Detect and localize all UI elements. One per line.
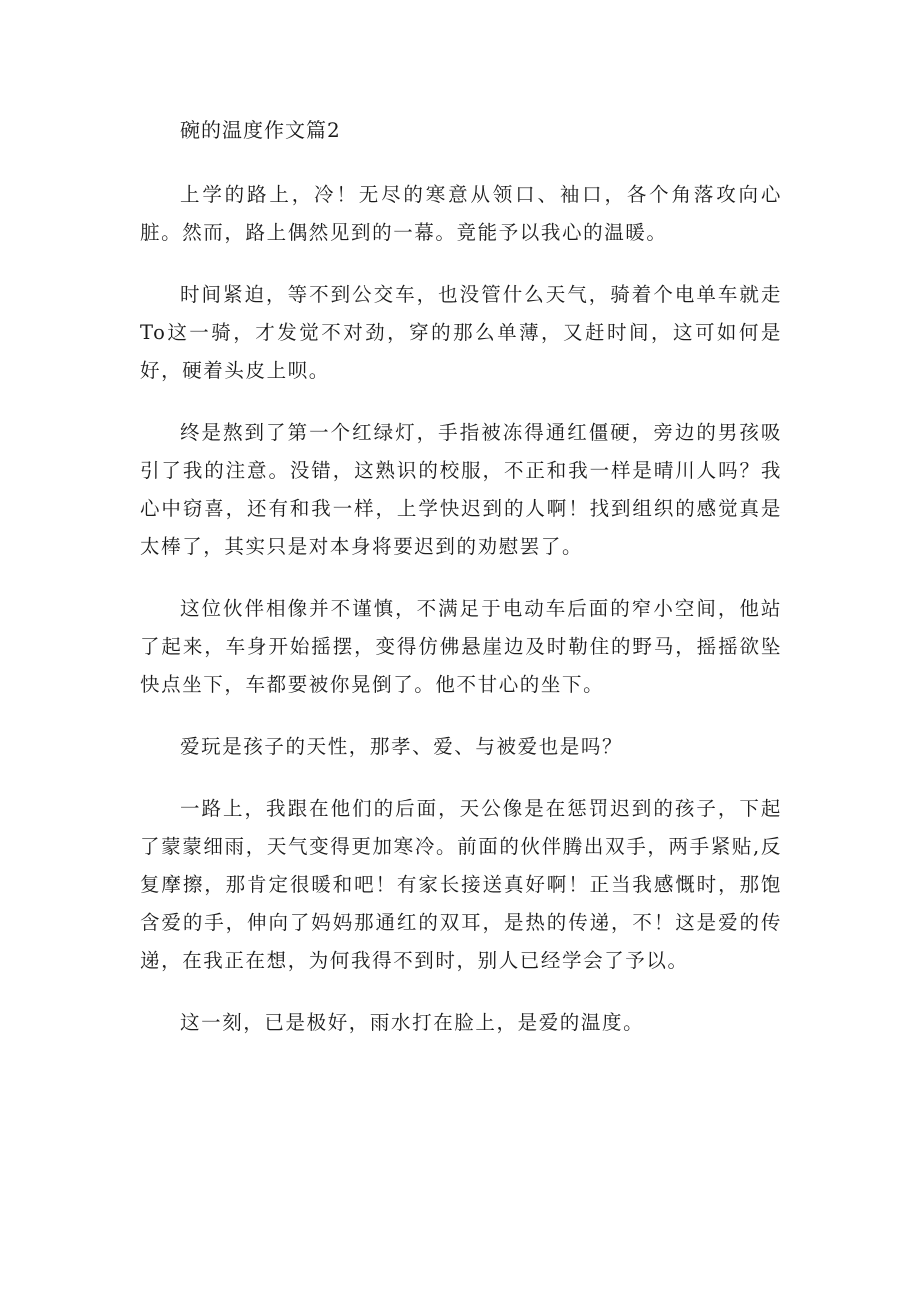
document-title: 碗的温度作文篇2 [180,118,341,142]
paragraph-1: 上学的路上，冷！无尽的寒意从领口、袖口，各个角落攻向心脏。然而，路上偶然见到的一幕。竟能予以我心的温暖。 [140,183,782,244]
paragraph-2: 时间紧迫，等不到公交车，也没管什么天气，骑着个电单车就走To这一骑，才发觉不对劲，穿的那么单薄，又赶时间，这可如何是好，硬着头皮上呗。 [140,283,782,382]
paragraph-6: 一路上，我跟在他们的后面，天公像是在惩罚迟到的孩子，下起了蒙蒙细雨，天气变得更加寒冷。前面的伙伴腾出双手，两手紧贴,反复摩擦，那肯定很暖和吧！有家长接送真好啊！正当我感慨时，那饱含爱的手，伸向了妈妈那通红的双耳，是热的传递，不！这是爱的传递，在我正在想，为何我得不到时，别人已经学会了予以。 [140,797,782,972]
paragraph-4: 这位伙伴相像并不谨慎，不满足于电动车后面的窄小空间，他站了起来，车身开始摇摆，变得仿佛悬崖边及时勒住的野马，摇摇欲坠快点坐下，车都要被你晃倒了。他不甘心的坐下。 [140,597,782,696]
paragraph-7: 这一刻，已是极好，雨水打在脸上，是爱的温度。 [180,1011,645,1034]
paragraph-3: 终是熬到了第一个红绿灯，手指被冻得通红僵硬，旁边的男孩吸引了我的注意。没错，这熟识的校服，不正和我一样是晴川人吗？我心中窃喜，还有和我一样，上学快迟到的人啊！找到组织的感觉真是太棒了，其实只是对本身将要迟到的劝慰罢了。 [140,421,782,558]
paragraph-5: 爱玩是孩子的天性，那孝、爱、与被爱也是吗？ [180,735,624,758]
